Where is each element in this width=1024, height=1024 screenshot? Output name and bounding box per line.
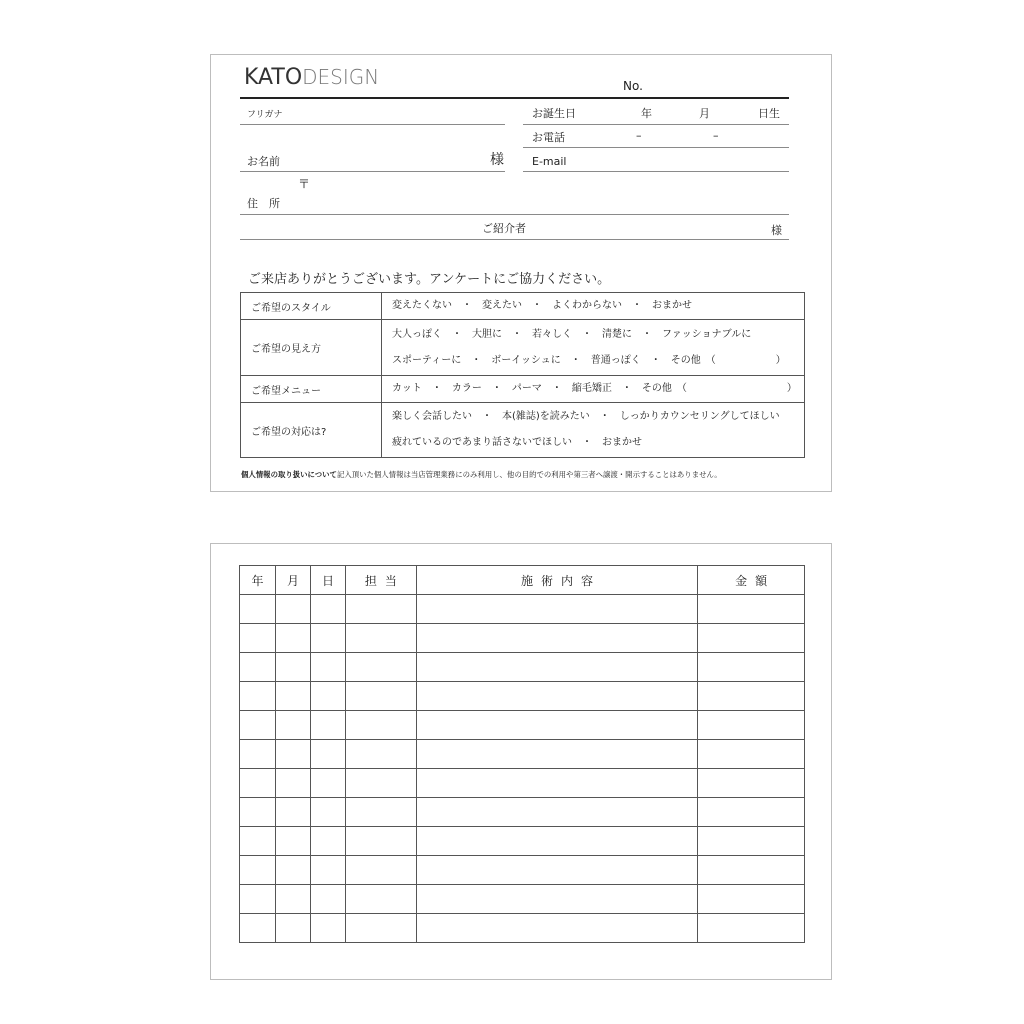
history-row (240, 856, 805, 885)
history-row (240, 769, 805, 798)
history-cell[interactable] (275, 798, 310, 827)
history-row (240, 711, 805, 740)
history-cell[interactable] (416, 711, 697, 740)
history-cell[interactable] (240, 769, 276, 798)
history-cell[interactable] (345, 624, 416, 653)
address-label: 住 所 (247, 197, 280, 210)
history-row (240, 595, 805, 624)
history-cell[interactable] (240, 885, 276, 914)
history-cell[interactable] (345, 682, 416, 711)
history-row (240, 885, 805, 914)
history-cell[interactable] (275, 856, 310, 885)
history-row (240, 914, 805, 943)
name-honorific: 様 (490, 152, 504, 168)
history-cell[interactable] (310, 740, 345, 769)
history-cell[interactable] (240, 595, 276, 624)
history-cell[interactable] (240, 914, 276, 943)
history-cell[interactable] (416, 856, 697, 885)
history-cell[interactable] (698, 885, 805, 914)
survey-options[interactable]: 大人っぽく ・ 大胆に ・ 若々しく ・ 清楚に ・ ファッショナブルに スポーティーに ・ ボーイッシュに ・ 普通っぽく ・ その他 （ ） (382, 320, 805, 376)
header-amount: 金額 (698, 566, 805, 595)
history-cell[interactable] (698, 827, 805, 856)
history-cell[interactable] (310, 885, 345, 914)
birthday-label: お誕生日 (532, 107, 576, 120)
history-cell[interactable] (240, 740, 276, 769)
history-cell[interactable] (416, 595, 697, 624)
survey-options[interactable]: 楽しく会話したい ・ 本(雑誌)を読みたい ・ しっかりカウンセリングしてほしい 疲れているのであまり話さないでほしい ・ おまかせ (382, 403, 805, 458)
header-treatment: 施術内容 (416, 566, 697, 595)
email-label: E-mail (532, 155, 567, 168)
header-year: 年 (240, 566, 276, 595)
history-cell[interactable] (275, 595, 310, 624)
history-cell[interactable] (310, 624, 345, 653)
history-cell[interactable] (416, 914, 697, 943)
furigana-label: フリガナ (247, 110, 283, 120)
postal-mark: 〒 (298, 177, 311, 191)
history-row (240, 624, 805, 653)
history-cell[interactable] (310, 856, 345, 885)
number-label: No. (623, 79, 643, 93)
history-cell[interactable] (698, 740, 805, 769)
history-cell[interactable] (310, 769, 345, 798)
history-cell[interactable] (416, 885, 697, 914)
survey-table (240, 292, 805, 458)
history-cell[interactable] (345, 798, 416, 827)
phone-dash-2: – (713, 129, 719, 142)
history-cell[interactable] (416, 769, 697, 798)
history-row (240, 682, 805, 711)
history-cell[interactable] (416, 798, 697, 827)
survey-row (241, 376, 805, 403)
phone-dash-1: – (636, 129, 642, 142)
header-month: 月 (275, 566, 310, 595)
history-cell[interactable] (240, 682, 276, 711)
history-cell[interactable] (310, 653, 345, 682)
privacy-notice: 個人情報の取り扱いについて記入頂いた個人情報は当店管理業務にのみ利用し、他の目的での利用や第三者へ譲渡・開示することはありません。 (241, 470, 722, 479)
name-label: お名前 (247, 155, 280, 168)
referrer-label: ご紹介者 (482, 222, 526, 235)
survey-options[interactable]: 変えたくない ・ 変えたい ・ よくわからない ・ おまかせ (382, 293, 805, 320)
header-staff: 担当 (345, 566, 416, 595)
history-cell[interactable] (275, 740, 310, 769)
history-header-row (240, 566, 805, 595)
survey-row (241, 320, 805, 376)
survey-question: ご希望メニュー (241, 376, 382, 403)
history-cell[interactable] (416, 740, 697, 769)
history-cell[interactable] (240, 856, 276, 885)
survey-question: ご希望の対応は? (241, 403, 382, 458)
history-cell[interactable] (698, 653, 805, 682)
history-cell[interactable] (416, 624, 697, 653)
history-row (240, 653, 805, 682)
history-cell[interactable] (275, 682, 310, 711)
treatment-history-table (239, 565, 805, 943)
history-cell[interactable] (310, 798, 345, 827)
history-cell[interactable] (345, 914, 416, 943)
history-cell[interactable] (275, 653, 310, 682)
history-cell[interactable] (698, 624, 805, 653)
phone-label: お電話 (532, 131, 565, 144)
history-cell[interactable] (698, 856, 805, 885)
history-cell[interactable] (345, 711, 416, 740)
history-cell[interactable] (345, 856, 416, 885)
birthday-year: 年 (641, 107, 652, 120)
history-cell[interactable] (698, 682, 805, 711)
history-cell[interactable] (345, 595, 416, 624)
survey-row (241, 403, 805, 458)
history-cell[interactable] (416, 682, 697, 711)
brand-logo: KATODESIGN (244, 65, 380, 90)
history-cell[interactable] (310, 914, 345, 943)
history-row (240, 827, 805, 856)
history-cell[interactable] (240, 827, 276, 856)
history-cell[interactable] (275, 769, 310, 798)
survey-row (241, 293, 805, 320)
history-cell[interactable] (698, 769, 805, 798)
history-cell[interactable] (240, 711, 276, 740)
history-cell[interactable] (698, 711, 805, 740)
history-cell[interactable] (345, 653, 416, 682)
greeting-text: ご来店ありがとうございます。アンケートにご協力ください。 (248, 272, 611, 287)
registration-card-back (210, 543, 832, 980)
history-cell[interactable] (698, 595, 805, 624)
history-cell[interactable] (275, 885, 310, 914)
history-cell[interactable] (275, 624, 310, 653)
survey-options[interactable]: カット ・ カラー ・ パーマ ・ 縮毛矯正 ・ その他 （ ） (382, 376, 805, 403)
header-rule (240, 97, 789, 99)
history-cell[interactable] (310, 711, 345, 740)
survey-question: ご希望の見え方 (241, 320, 382, 376)
history-cell[interactable] (345, 827, 416, 856)
history-cell[interactable] (310, 827, 345, 856)
survey-question: ご希望のスタイル (241, 293, 382, 320)
history-cell[interactable] (275, 711, 310, 740)
history-cell[interactable] (345, 740, 416, 769)
birthday-month: 月 (699, 107, 710, 120)
history-cell[interactable] (698, 798, 805, 827)
history-cell[interactable] (416, 653, 697, 682)
history-cell[interactable] (698, 914, 805, 943)
history-cell[interactable] (240, 653, 276, 682)
history-cell[interactable] (345, 885, 416, 914)
history-cell[interactable] (240, 624, 276, 653)
birthday-day: 日生 (758, 107, 780, 120)
history-cell[interactable] (275, 827, 310, 856)
referrer-honorific: 様 (771, 224, 782, 237)
history-cell[interactable] (240, 798, 276, 827)
history-cell[interactable] (275, 914, 310, 943)
header-day: 日 (310, 566, 345, 595)
history-cell[interactable] (345, 769, 416, 798)
history-row (240, 740, 805, 769)
history-cell[interactable] (310, 595, 345, 624)
history-cell[interactable] (416, 827, 697, 856)
registration-card-front (210, 54, 832, 492)
history-row (240, 798, 805, 827)
history-cell[interactable] (310, 682, 345, 711)
